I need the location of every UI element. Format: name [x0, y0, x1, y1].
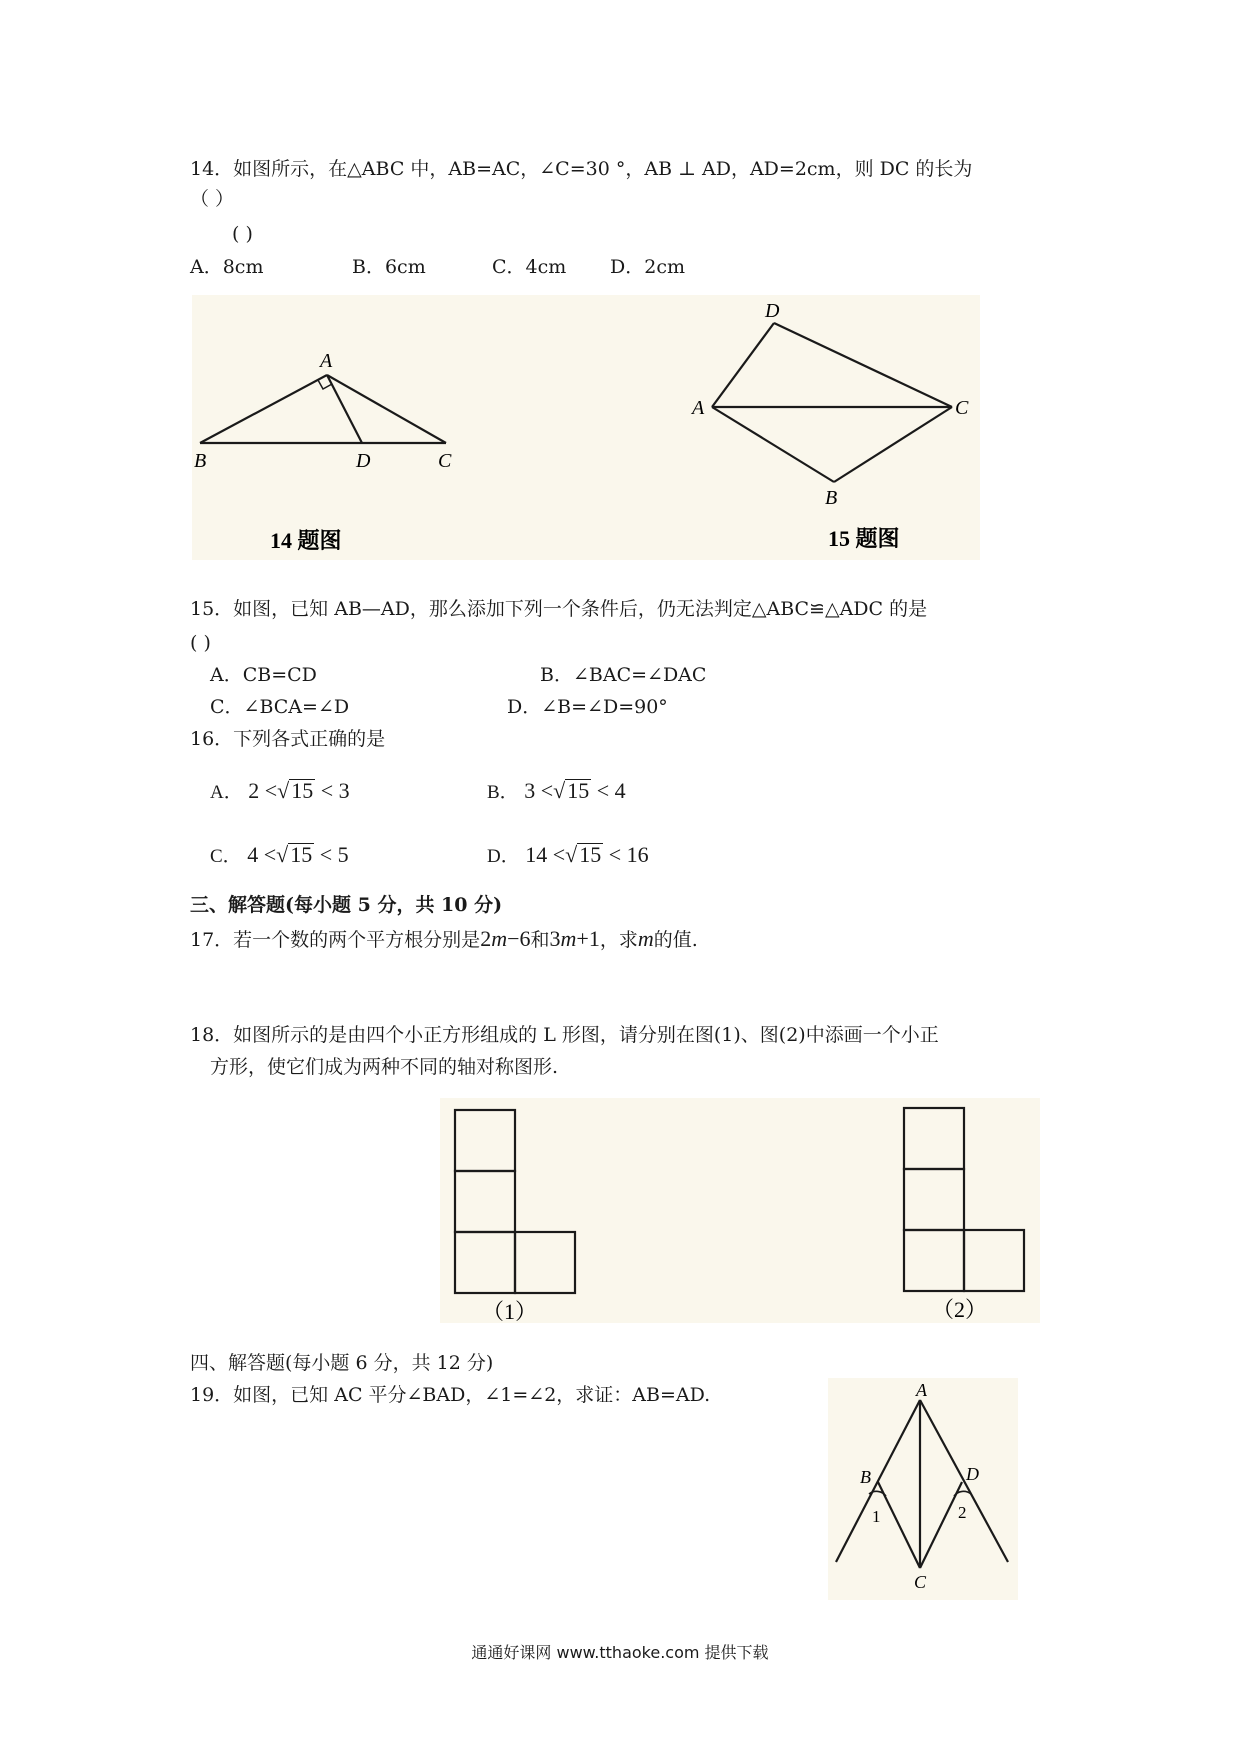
- q15-line1: 15．如图，已知 AB—AD，那么添加下列一个条件后，仍无法判定△ABC≌△ADC 的是: [190, 598, 928, 620]
- q15-option-b: B．∠BAC=∠DAC: [540, 664, 707, 686]
- q14-blank: ( ): [232, 223, 253, 245]
- fig14-caption: 14 题图: [270, 528, 342, 553]
- q16-option-d-lt2: <: [608, 842, 622, 867]
- fig19-line-a-left: [836, 1400, 920, 1562]
- fig18-2-square-bottom-left: [904, 1230, 964, 1291]
- fig15-label-a: A: [692, 397, 705, 419]
- q15-option-a: A．CB=CD: [210, 664, 317, 686]
- q17-expr2-var: m: [560, 926, 577, 951]
- fig18-2-square-top: [904, 1108, 964, 1169]
- fig15-label-b: B: [825, 487, 838, 509]
- q16-option-c-lo: 4: [247, 842, 259, 867]
- q17-middle: 和: [530, 929, 550, 951]
- q16-option-a-radicand: 15: [291, 778, 314, 803]
- q16-option-a-hi: 3: [338, 778, 350, 803]
- q18-line1: 18．如图所示的是由四个小正方形组成的 L 形图，请分别在图(1)、图(2)中添画一个小正: [190, 1024, 939, 1046]
- figure-18-1: [455, 1110, 575, 1293]
- fig19-line-a-right: [920, 1400, 1008, 1562]
- q17-suffix: 的值.: [653, 929, 698, 951]
- q16-option-d-label: D．: [487, 846, 520, 867]
- q14-option-c: C．4cm: [492, 256, 567, 278]
- q16-option-c-lt1: <: [263, 842, 277, 867]
- footer: 通通好课网 www.tthaoke.com 提供下载: [471, 1643, 769, 1662]
- fig18-1-square-middle: [455, 1171, 515, 1232]
- section-4-title: 四、解答题(每小题 6 分，共 12 分): [190, 1352, 494, 1374]
- q16-option-c-label: C．: [210, 846, 242, 867]
- fig18-2-square-bottom-right: [964, 1230, 1024, 1291]
- figure-14-15-svg: [192, 295, 980, 560]
- q16-stem: 16．下列各式正确的是: [190, 728, 386, 750]
- fig14-label-c: C: [438, 450, 452, 472]
- q15-line2: ( ): [190, 632, 211, 654]
- q17-after: ，求: [599, 929, 638, 951]
- figure-18-panel: [440, 1098, 1040, 1323]
- fig18-1-square-bottom-left: [455, 1232, 515, 1293]
- q16-option-b-lo: 3: [524, 778, 536, 803]
- q16-option-c-radicand: 15: [290, 842, 313, 867]
- q16-option-a-lt1: <: [264, 778, 278, 803]
- q16-option-a: A． 2 <√15 < 3: [210, 778, 350, 803]
- q17-text: [190, 928, 698, 950]
- fig19-label-2: 2: [958, 1503, 967, 1522]
- fig14-label-a: A: [320, 350, 333, 372]
- fig15-caption: 15 题图: [828, 526, 900, 551]
- q17-expr1-rest: −6: [507, 926, 531, 951]
- fig15-segment-dc: [774, 323, 952, 407]
- figure-19-svg: [828, 1378, 1018, 1600]
- q14-option-d: D．2cm: [610, 256, 685, 278]
- fig18-1-square-bottom-right: [515, 1232, 575, 1293]
- fig14-segment-ab: [200, 375, 327, 443]
- figure-14: [200, 375, 446, 443]
- fig18-caption-2: （2）: [932, 1297, 988, 1322]
- q15-option-c: C．∠BCA=∠D: [210, 696, 350, 718]
- q16-option-a-lt2: <: [320, 778, 334, 803]
- q16-option-a-lo: 2: [248, 778, 260, 803]
- figure-19-panel: [828, 1378, 1018, 1600]
- q15-option-d: D．∠B=∠D=90°: [507, 696, 668, 718]
- q16-option-d: D． 14 <√15 < 16: [487, 842, 649, 867]
- fig15-segment-ab: [712, 407, 834, 482]
- q17-expr1-num: 2: [480, 926, 492, 951]
- fig18-1-square-top: [455, 1110, 515, 1171]
- q16-option-b-lt1: <: [540, 778, 554, 803]
- q16-option-b-lt2: <: [596, 778, 610, 803]
- fig18-caption-1: （1）: [482, 1299, 538, 1323]
- q16-option-b-radicand: 15: [567, 778, 590, 803]
- q17-prefix: 17．若一个数的两个平方根分别是: [190, 929, 481, 951]
- figure-18-2: [904, 1108, 1024, 1291]
- q14-line1: 14．如图所示，在△ABC 中，AB=AC，∠C=30 °，AB ⊥ AD，AD=2cm，则 DC 的长为: [190, 158, 973, 180]
- q17-expr2-rest: +1: [576, 926, 600, 951]
- q16-option-c-lt2: <: [319, 842, 333, 867]
- fig15-label-d: D: [765, 300, 780, 322]
- q16-option-c: C． 4 <√15 < 5: [210, 842, 349, 867]
- fig15-segment-da: [712, 323, 774, 407]
- fig19-label-1: 1: [872, 1507, 881, 1526]
- fig14-label-d: D: [356, 450, 371, 472]
- figure-14-15-panel: [192, 295, 980, 560]
- q16-option-d-lt1: <: [552, 842, 566, 867]
- figure-15: [712, 323, 952, 482]
- q16-option-b-label: B．: [487, 782, 519, 803]
- q16-option-d-radicand: 15: [579, 842, 602, 867]
- fig14-label-b: B: [194, 450, 207, 472]
- q14-option-b: B．6cm: [352, 256, 426, 278]
- q17-expr1-var: m: [491, 926, 508, 951]
- figure-18-svg: [440, 1098, 1040, 1323]
- q14-option-a: A．8cm: [190, 256, 264, 278]
- q14-line2: （ ）: [190, 188, 235, 210]
- q16-option-d-lo: 14: [525, 842, 548, 867]
- section-3-title: 三、解答题(每小题 5 分，共 10 分): [190, 894, 503, 916]
- q18-line2: 方形，使它们成为两种不同的轴对称图形.: [210, 1056, 559, 1078]
- q17-expr2-num: 3: [549, 926, 561, 951]
- q16-option-a-label: A．: [210, 782, 243, 803]
- q16-option-c-hi: 5: [337, 842, 349, 867]
- fig19-label-d: D: [966, 1464, 979, 1484]
- fig18-2-square-middle: [904, 1169, 964, 1230]
- q19-text: 19．如图，已知 AC 平分∠BAD，∠1=∠2，求证：AB=AD.: [190, 1384, 711, 1406]
- q16-option-b: B． 3 <√15 < 4: [487, 778, 626, 803]
- fig15-segment-bc: [834, 407, 952, 482]
- q16-option-b-hi: 4: [614, 778, 626, 803]
- q16-option-d-hi: 16: [626, 842, 649, 867]
- fig19-label-b: B: [860, 1467, 871, 1487]
- fig19-label-c: C: [914, 1572, 927, 1592]
- fig15-label-c: C: [955, 397, 969, 419]
- fig19-label-a: A: [916, 1380, 927, 1400]
- q17-var: m: [637, 926, 654, 951]
